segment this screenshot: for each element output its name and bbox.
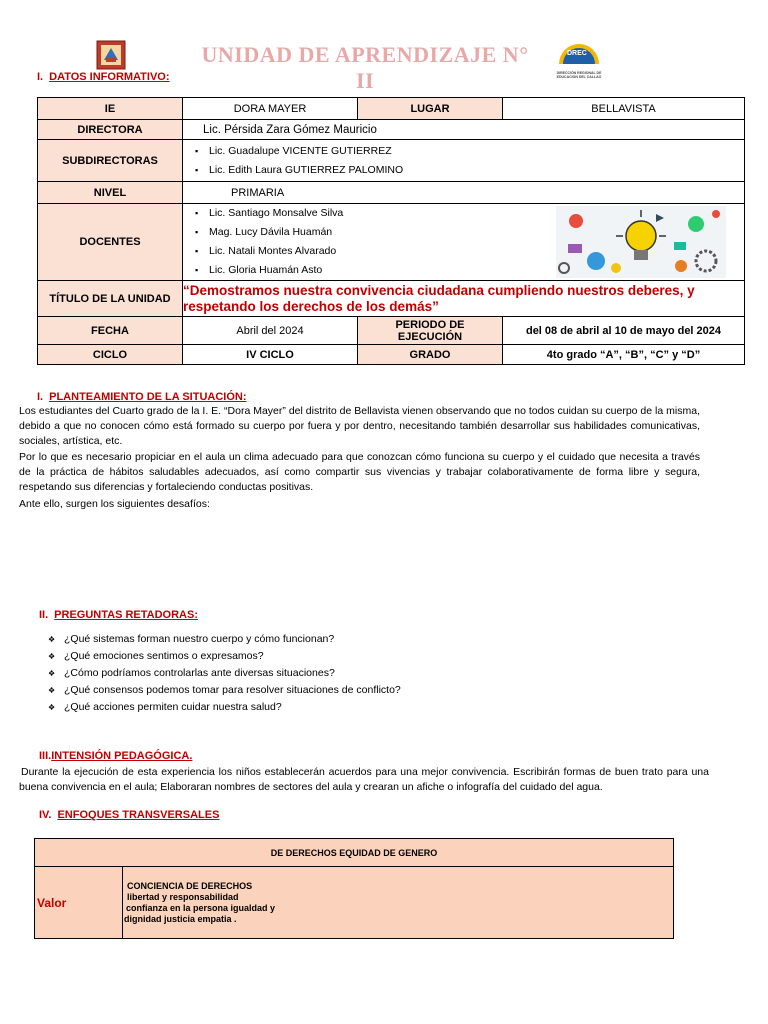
nivel-label: NIVEL — [38, 182, 183, 204]
list-item: ❖ ¿Qué acciones permiten cuidar nuestra salud? — [38, 699, 638, 716]
school-crest-icon — [96, 40, 126, 70]
directora-label: DIRECTORA — [38, 120, 183, 140]
valor-line: dignidad justicia empatia . — [124, 913, 237, 924]
list-item: ▪ Lic. Gloria Huamán Asto — [209, 261, 740, 280]
list-item: ❖ ¿Qué emociones sentimos o expresamos? — [38, 648, 638, 665]
drec-logo — [553, 40, 605, 80]
list-item: ▪ Lic. Natali Montes Alvarado — [209, 242, 740, 261]
section-intension-heading: III.INTENSIÓN PEDAGÓGICA. — [39, 750, 193, 762]
section-datos-heading: I. DATOS INFORMATIVO: — [37, 71, 170, 83]
subdirectoras-label: SUBDIRECTORAS — [38, 140, 183, 182]
drec-logo-text: DREC — [567, 50, 587, 57]
section-situacion-heading: I. PLANTEAMIENTO DE LA SITUACIÓN: — [37, 391, 247, 403]
grado-label: GRADO — [358, 345, 503, 365]
ciclo-value: IV CICLO — [183, 345, 358, 365]
lugar-value: BELLAVISTA — [503, 98, 745, 120]
directora-value: Lic. Pérsida Zara Gómez Mauricio — [183, 120, 745, 140]
fecha-label: FECHA — [38, 317, 183, 345]
lugar-label: LUGAR — [358, 98, 503, 120]
grado-value: 4to grado “A”, “B”, “C” y “D” — [503, 345, 745, 365]
valor-label: Valor — [35, 867, 123, 939]
ie-label: IE — [38, 98, 183, 120]
list-item: ▪ Mag. Lucy Dávila Huamán — [209, 223, 740, 242]
enfoques-table — [34, 838, 674, 939]
list-item: ▪ Lic. Edith Laura GUTIERREZ PALOMINO — [209, 161, 740, 180]
periodo-value: del 08 de abril al 10 de mayo del 2024 — [503, 317, 745, 345]
drec-logo-caption: DIRECCIÓN REGIONAL DE EDUCACIÓN DEL CALLAO — [556, 71, 602, 79]
titulo-value: “Demostramos nuestra convivencia ciudadana cumpliendo nuestros deberes, y respetando los derechos de los demás” — [183, 281, 745, 317]
situacion-paragraph-3: Ante ello, surgen los siguientes desafíos: — [19, 498, 210, 510]
valor-line: CONCIENCIA DE DERECHOS — [127, 880, 253, 891]
ciclo-label: CICLO — [38, 345, 183, 365]
list-item: ▪ Lic. Santiago Monsalve Silva — [209, 204, 740, 223]
titulo-label: TÍTULO DE LA UNIDAD — [38, 281, 183, 317]
page-title-line1: UNIDAD DE APRENDIZAJE N° — [201, 42, 529, 67]
valor-line: libertad y responsabilidad — [127, 891, 239, 902]
situacion-paragraph-1: Los estudiantes del Cuarto grado de la I. E. “Dora Mayer” del distrito de Bellavista vienen observando que no todos cuidan su cuerpo de la misma, debido a que no conocen cómo está formado su cuerpo por fuera y por dentro, necesitando también desarrollar sus habilidades comunicativas, sociales, artística, etc. — [19, 405, 700, 447]
preguntas-list — [38, 631, 638, 716]
info-table — [37, 97, 745, 365]
section-preguntas-heading: II. PREGUNTAS RETADORAS: — [39, 609, 198, 621]
docentes-label: DOCENTES — [38, 204, 183, 281]
section-enfoques-heading: IV. ENFOQUES TRANSVERSALES — [39, 809, 220, 821]
list-item: ▪ Lic. Guadalupe VICENTE GUTIERREZ — [209, 142, 740, 161]
list-item: ❖ ¿Qué sistemas forman nuestro cuerpo y cómo funcionan? — [38, 631, 638, 648]
page-title — [180, 42, 550, 94]
fecha-value: Abril del 2024 — [183, 317, 358, 345]
periodo-label: PERIODO DE EJECUCIÓN — [358, 317, 503, 345]
page-title-line2: II — [355, 68, 375, 93]
enfoques-table-header: DE DERECHOS EQUIDAD DE GENERO — [35, 839, 674, 867]
list-item: ❖ ¿Qué consensos podemos tomar para resolver situaciones de conflicto? — [38, 682, 638, 699]
nivel-value: PRIMARIA — [183, 182, 745, 204]
ie-value: DORA MAYER — [183, 98, 358, 120]
subdirectoras-list — [187, 142, 740, 180]
lightbulb-illustration — [556, 206, 726, 278]
intension-paragraph: Durante la ejecución de esta experiencia los niños establecerán acuerdos para una mejor convivencia. Escribirán formas de buen trato para una buena convivencia en el aula; Elaboraran nombres de sectores del aula y crearan un afiche o infografía del cuidado del agua. — [19, 766, 709, 793]
lightbulb-gears-icon — [556, 206, 726, 278]
valor-line: confianza en la persona igualdad y — [126, 902, 276, 913]
situacion-paragraph-2: Por lo que es necesario propiciar en el aula un clima adecuado para que conozcan cómo funciona su cuerpo y el cuidado que necesita a través de la práctica de hábitos saludables adecuados, así como compartir sus vivencias y trabajar colaborativamente de forma libre y segura, respetando sus diferencias y fortaleciendo conductas positivas. — [19, 451, 700, 493]
list-item: ❖ ¿Cómo podríamos controlarlas ante diversas situaciones? — [38, 665, 638, 682]
